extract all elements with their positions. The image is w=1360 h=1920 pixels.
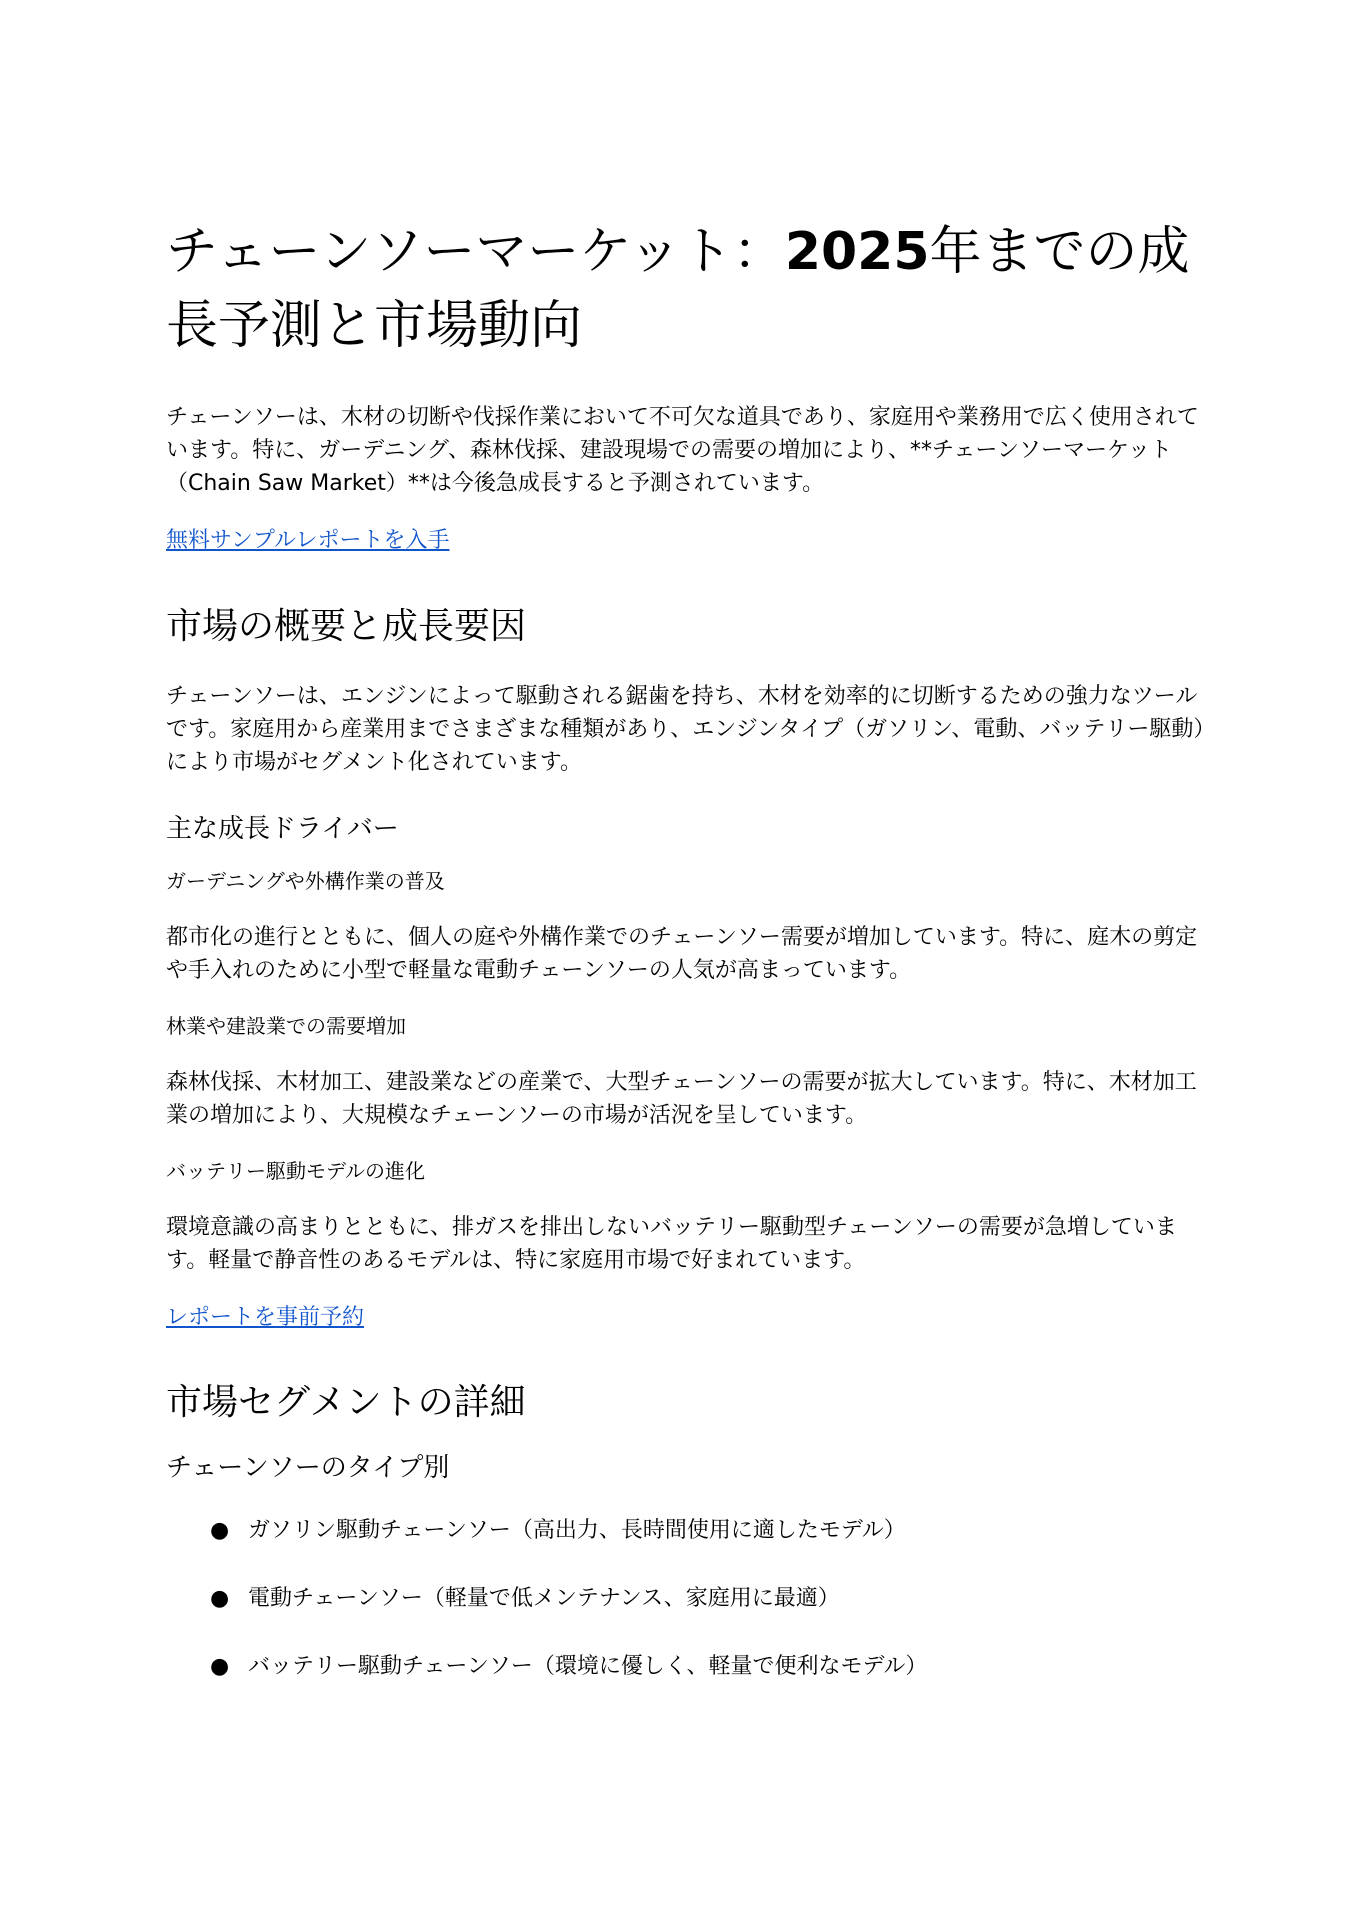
title-year: 2025 <box>784 222 930 282</box>
bullet-icon: ● <box>210 1586 230 1611</box>
title-part2: 年までの成長予測と市場動向 <box>166 222 1190 356</box>
title-part1: チェーンソーマーケット： <box>166 222 785 282</box>
list-item-text: 電動チェーンソー（軽量で低メンテナンス、家庭用に最適） <box>248 1586 840 1611</box>
driver-title: ガーデニングや外構作業の普及 <box>166 869 445 893</box>
driver-paragraph: 環境意識の高まりとともに、排ガスを排出しないバッテリー駆動型チェーンソーの需要が急増しています。軽量で静音性のあるモデルは、特に家庭用市場で好まれています。 <box>166 1215 1177 1273</box>
chainsaw-type-list <box>166 1514 1206 1683</box>
preorder-report-link[interactable]: レポートを事前予約 <box>166 1305 365 1330</box>
driver-paragraph: 森林伐採、木材加工、建設業などの産業で、大型チェーンソーの需要が拡大しています。特に、木材加工業の増加により、大規模なチェーンソーの市場が活況を呈しています。 <box>166 1070 1197 1128</box>
bullet-icon: ● <box>210 1518 230 1543</box>
document-page <box>166 215 1206 1718</box>
driver-paragraph: 都市化の進行とともに、個人の庭や外構作業でのチェーンソー需要が増加しています。特に、庭木の剪定や手入れのために小型で軽量な電動チェーンソーの人気が高まっています。 <box>166 925 1198 983</box>
document-title <box>166 215 1206 363</box>
overview-paragraph: チェーンソーは、エンジンによって駆動される鋸歯を持ち、木材を効率的に切断するための強力なツールです。家庭用から産業用までさまざまな種類があり、エンジンタイプ（ガソリン、電動、バッテリー駆動）により市場がセグメント化されています。 <box>166 684 1205 775</box>
list-item <box>166 1650 1206 1683</box>
list-item-text: バッテリー駆動チェーンソー（環境に優しく、軽量で便利なモデル） <box>248 1654 928 1679</box>
subheading-chainsaw-types: チェーンソーのタイプ別 <box>166 1453 450 1483</box>
free-sample-link[interactable]: 無料サンプルレポートを入手 <box>166 528 450 553</box>
section-heading-segments: 市場セグメントの詳細 <box>166 1382 526 1423</box>
intro-paragraph: チェーンソーは、木材の切断や伐採作業において不可欠な道具であり、家庭用や業務用で広く使用されています。特に、ガーデニング、森林伐採、建設現場での需要の増加により、**チェーンソーマーケット（Chain Saw Market）**は今後急成長すると予測されています。 <box>166 405 1199 496</box>
section-heading-overview: 市場の概要と成長要因 <box>166 606 527 647</box>
list-item <box>166 1514 1206 1547</box>
driver-title: バッテリー駆動モデルの進化 <box>166 1159 425 1183</box>
list-item-text: ガソリン駆動チェーンソー（高出力、長時間使用に適したモデル） <box>248 1518 906 1543</box>
list-item <box>166 1582 1206 1615</box>
subheading-growth-drivers: 主な成長ドライバー <box>166 814 399 844</box>
bullet-icon: ● <box>210 1654 230 1679</box>
driver-title: 林業や建設業での需要増加 <box>166 1014 406 1038</box>
